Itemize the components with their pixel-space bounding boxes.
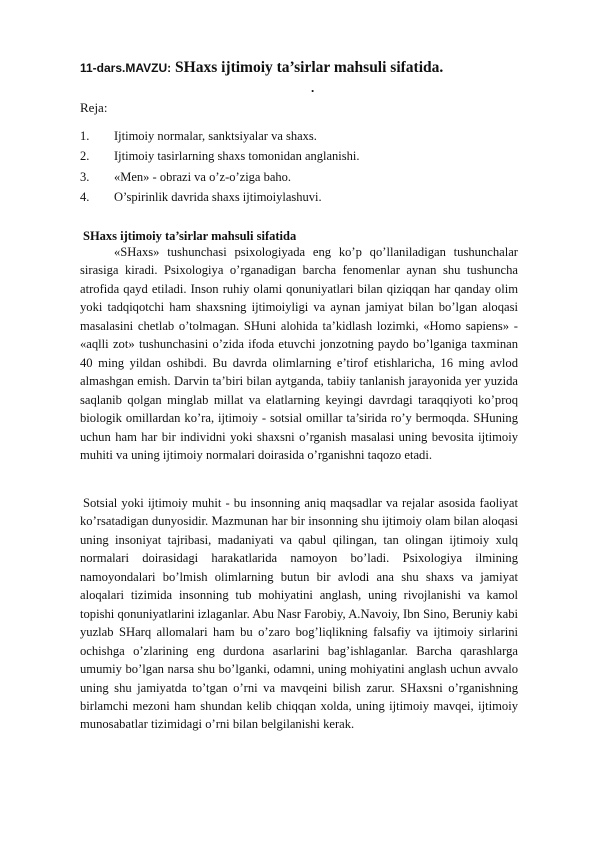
lesson-title-prefix: 11-dars.MAVZU: [80,61,172,75]
plan-item-text: Ijtimoiy normalar, sanktsiyalar va shaxs. [114,129,317,143]
plan-item [80,167,516,187]
plan-item-number: 2. [80,149,90,164]
plan-item-text: «Men» - obrazi va o’z-o’ziga baho. [114,169,292,184]
plan-item-number: 1. [80,129,90,143]
lesson-title-main: SHaxs ijtimoiy ta’sirlar mahsuli sifatida. [171,59,444,76]
section-heading: SHaxs ijtimoiy ta’sirlar mahsuli sifatida [83,229,297,243]
plan-list [80,126,516,207]
plan-item [80,187,516,207]
plan-item-number: 3. [80,169,90,184]
plan-item-text: O’spirinlik davrida shaxs ijtimoiylashuvi. [114,189,322,204]
plan-item-text: Ijtimoiy tasirlarning shaxs tomonidan anglanishi. [114,149,360,164]
body-paragraph-1: «SHaxs» tushunchasi psixologiyada eng ko’p qo’llaniladigan tushunchalar sirasiga kiradi. Psixologiya o’rganadigan barcha fenomenlar aynan shu tushuncha atrofida qayd etiladi. Inson ruhiy olami qonuniyatlari bilan qiziqqan har qanday olim yoki tadqiqotchi ham shaxsning ijtimoiyligi va aynan jamiyat bilan bo’lgan aloqasi masalasini chetlab o’tolmagan. SHuni alohida ta’kidlash lozimki, «Homo sapiens» - «aqlli zot» tushunchasini o’zida ifoda etuvchi jonzotning paydo bo’lganiga taxminan 40 ming yildan oshibdi. Bu davrda olimlarning e’tirof etishlaricha, 16 ming avlod almashgan emish. Darvin ta’biri bilan aytganda, tabiiy tanlanish jarayonida yer yuzida saqlanib qolgan minglab millat va elatlarning keyingi davrdagi taraqqiyoti ko’proq biologik omillardan ko’ra, ijtimoiy - sotsial omillar ta’sirida ro’y bermoqda. SHuning uchun ham har bir individni yoki shaxsni o’rganish masalasi uning bevosita ijtimoiy muhiti va uning ijtimoiy normalari doirasida o’rganishni taqozo etadi. [80,245,518,462]
plan-item [80,126,516,146]
body-paragraph-2: Sotsial yoki ijtimoiy muhit - bu insonning aniq maqsadlar va rejalar asosida faoliyat ko’rsatadigan dunyosidir. Mazmunan har bir insonning shu ijtimoiy olam bilan aloqasi uning insoniyat tajribasi, madaniyati va qabul qilingan, tan olingan ijtimoiy xulq normalari doirasidagi harakatlarida namoyon bo’ladi. Psixologiya ilmining namoyondalari bo’lmish olimlarning butun bir avlodi ana shu shaxs va jamiyat aloqalari tizimida insonning tub mohiyatini anglash, uning rivojlanishi va kamol topishi qonuniyatlarini izlaganlar. Abu Nasr Farobiy, A.Navoiy, Ibn Sino, Beruniy kabi yuzlab SHarq allomalari ham bu o’zaro bog’liqlikning falsafiy va ijtimoiy sirlarini ochishga o’zlarining eng durdona asarlarini bag’ishlaganlar. Barcha qarashlarga umumiy bo’lgan narsa shu bo’lganki, odamni, uning mohiyatini anglash uchun avvalo uning shu jamiyatda to’tgan o’rni va mavqeini bilish zarur. SHaxsni o’rganishning birlamchi mezoni ham shundan kelib chiqqan xolda, uning ijtimoiy mavqei, ijtimoiy munosabatlar tizimidagi o’rni bilan belgilanishi kerak. [80,496,518,732]
plan-item [80,146,516,166]
lesson-title [80,59,516,77]
plan-label: Reja: [80,100,108,115]
plan-item-number: 4. [80,189,90,204]
separator-dot: . [311,80,315,95]
